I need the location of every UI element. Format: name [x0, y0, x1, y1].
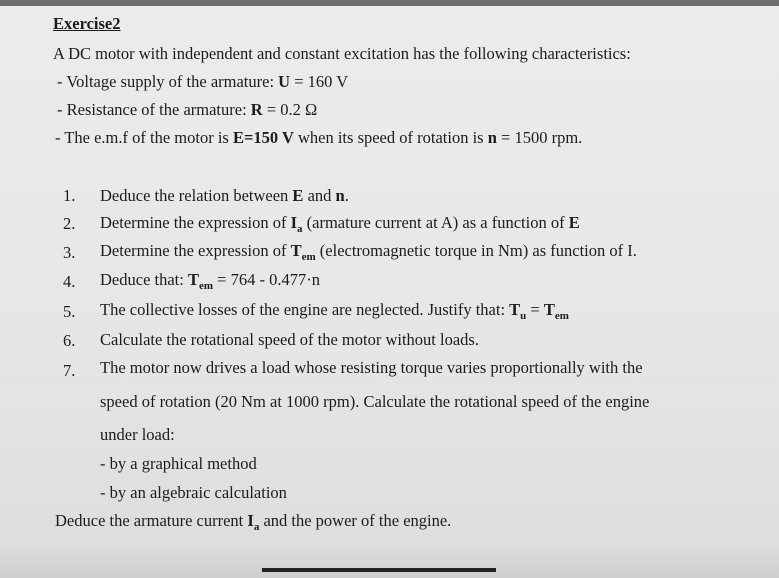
page-shadow — [0, 545, 779, 578]
text: and the power of the engine. — [259, 511, 452, 530]
question-2 — [100, 213, 580, 233]
subscript: em — [198, 280, 214, 292]
text: = 160 V — [290, 72, 349, 91]
item-number: 1. — [63, 186, 76, 205]
text: Determine the expression of — [100, 241, 291, 260]
subscript: em — [301, 251, 316, 263]
text: - Voltage supply of the armature: — [57, 72, 279, 91]
text: The collective losses of the engine are neglected. Justify that: — [100, 300, 510, 319]
text: = 764 - 0.477·n — [213, 270, 320, 289]
symbol: n — [335, 186, 345, 205]
text: = — [526, 300, 544, 319]
text: Determine the expression of — [100, 213, 291, 232]
text: - Resistance of the armature: — [57, 100, 251, 119]
text: Deduce that: — [100, 270, 188, 289]
subscript: em — [554, 310, 569, 322]
text: = 0.2 Ω — [262, 100, 318, 119]
subscript: a — [297, 223, 303, 235]
symbol: T — [509, 300, 521, 319]
characteristic-resistance — [57, 100, 317, 120]
symbol: U — [278, 72, 291, 91]
item-number: 6. — [63, 331, 76, 350]
exercise-title: Exercise2 — [53, 14, 121, 33]
question-4 — [100, 270, 320, 290]
symbol: I — [290, 213, 298, 232]
symbol: E — [292, 186, 304, 205]
method-algebraic: - by an algebraic calculation — [100, 483, 287, 502]
subscript: a — [253, 521, 260, 533]
text: Deduce the relation between — [100, 186, 293, 205]
text: when its speed of rotation is — [293, 128, 488, 147]
question-6: Calculate the rotational speed of the motor without loads. — [100, 330, 479, 349]
intro-text: A DC motor with independent and constant excitation has the following characteristics: — [53, 44, 631, 63]
symbol: n — [487, 128, 497, 147]
question-5 — [100, 300, 569, 320]
characteristic-voltage — [57, 72, 348, 92]
question-7: The motor now drives a load whose resisting torque varies proportionally with the — [100, 358, 643, 377]
symbol: E=150 V — [232, 128, 294, 147]
text: = 1500 rpm. — [496, 128, 583, 147]
text: (armature current at A) as a function of — [302, 213, 569, 232]
question-7-continued: under load: — [100, 425, 175, 444]
item-number: 5. — [63, 302, 76, 321]
item-number: 4. — [63, 272, 76, 291]
symbol: T — [290, 241, 302, 260]
text: (electromagnetic torque in Nm) as function of I. — [315, 241, 637, 260]
symbol: T — [187, 270, 199, 289]
symbol: R — [250, 100, 263, 119]
characteristic-emf — [55, 128, 582, 148]
question-1 — [100, 186, 349, 206]
text: . — [344, 186, 349, 205]
symbol: I — [247, 511, 254, 530]
text: and — [303, 186, 336, 205]
top-edge — [0, 0, 779, 6]
text: - The e.m.f of the motor is — [55, 128, 233, 147]
item-number: 7. — [63, 361, 76, 380]
question-3 — [100, 241, 637, 261]
symbol: E — [568, 213, 580, 232]
subscript: u — [520, 310, 527, 322]
method-graphical: - by a graphical method — [100, 454, 257, 473]
question-7-continued: speed of rotation (20 Nm at 1000 rpm). Calculate the rotational speed of the engine — [100, 392, 650, 411]
symbol: T — [543, 300, 555, 319]
item-number: 2. — [63, 214, 76, 233]
final-question — [55, 511, 451, 531]
item-number: 3. — [63, 243, 76, 262]
text: Deduce the armature current — [55, 511, 248, 530]
bottom-rule — [262, 568, 496, 572]
